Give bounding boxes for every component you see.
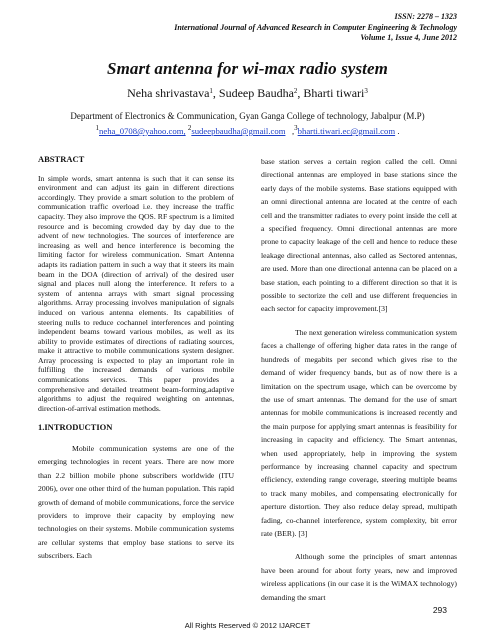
body-paragraph: Although some the principles of smart antennas have been around for about forty years, new and improved wireless applications (in our case it is the WiMAX technology) demanding the smart [261, 552, 457, 602]
author-name: Bharti tiwari [303, 86, 365, 100]
author-list: Neha shrivastava$^1$, Sudeep Baudha$^2$, Bharti tiwari$^3$ [127, 86, 368, 100]
author-sup: 3 [364, 87, 368, 95]
copyright-footer: All Rights Reserved © 2012 IJARCET [184, 621, 311, 630]
email-sup: 1 [95, 124, 99, 132]
author-sup: 1 [209, 87, 213, 95]
abstract-heading: ABSTRACT [38, 154, 85, 164]
author-name: Sudeep Baudha [218, 86, 294, 100]
body-paragraph: The next generation wireless communication system faces a challenge of offering higher data rates in the range of hundreds of megabits per second which gives rise to the demand of wider frequency bands, but as of now there is a limitation on the spectrum usage, which can be overcome by the use of smart antennas. The demand for the use of smart antennas for mobile communications is increased recently and the main purpose for applying smart antennas is feasibility for increasing in capacity and efficiency. The Smart antennas, when used appropriately, help in improving the system performance by increasing channel capacity and spectrum efficiency, extending range coverage, steering multiple beams to track many mobiles, and compensating electronically for aperture distortion. They also reduce delay spread, multipath fading, co-channel interference, system complexity, bit error rate (BER). [3] [261, 327, 457, 538]
affiliation: Department of Electronics & Communication, Gyan Ganga College of technology, Jabalpur (M.P) [70, 111, 425, 121]
body-paragraph: base station serves a certain region called the cell. Omni directional antennas are employed in base stations since the early days of the mobile systems. Base stations equipped with an omni directional antenna are located at the centre of each cell and the transmitter radiates to every point inside the cell at a specified frequency. Omni directional antennas are more prone to capacity leakage of the cell and hence to reduce these leakage directional antennas, also called as Sectored antennas, are used. More than one directional antenna can be placed on a base station, each pointing to a different direction so that it is possible to sectorize the cell and use different frequencies in each sector for capacity improvement.[3] [261, 157, 457, 314]
intro-heading: 1.INTRODUCTION [38, 422, 113, 433]
email-list: $^1$neha_0708@yahoo.com, $^2$sudeepbaudha@gmail.com ,$^3$bharti.tiwari.ec@gmail.com . [95, 124, 400, 136]
journal-header [37, 12, 457, 44]
paper-title: Smart antenna for wi-max radio system [107, 59, 388, 78]
right-column [261, 155, 457, 614]
email-end: . [397, 126, 400, 136]
email-sup: 3 [294, 124, 298, 132]
author-sup: 2 [293, 87, 298, 95]
email-link[interactable]: sudeepbaudha@gmail.com [191, 126, 286, 136]
author-name: Neha shrivastava [127, 86, 210, 100]
page-number: 293 [432, 605, 447, 615]
abstract-text: In simple words, smart antenna is such that it can sense its environment and can adjust its gain in different directions accordingly. They provide a smart solution to the problem of communication traffic overload i.e. they increase the traffic capacity. They also improve the QOS. RF spectrum is a limited resource and is becoming crowded day by day due to the advent of new technologies. The sources of interference are increasing as well and hence interference is becoming the limiting factor for wireless communication. Smart Antenna adapts its radiation pattern in such a way that it steers its main beam in the DOA (direction of arrival) of the desired user signal and places null along the interference. It refers to a system of antenna arrays with smart signal processing algorithms. Array processing involves manipulation of signals induced on various antenna elements. Its capabilities of steering nulls to reduce cochannel interferences and pointing independent beams toward various mobiles, as well as its ability to provide estimates of directions of radiating sources, make it attractive to mobile communications system designer. Array processing is expected to play an important role in fulfilling the increased demands of various mobile communications services. This paper provides a comprehensive and detailed treatment beam-forming,adaptive algorithms to adjust the required weighting on antennas, direction-of-arrival estimation methods. [38, 173, 234, 413]
left-column [38, 155, 234, 573]
journal-name: International Journal of Advanced Research in Computer Engineering & Technology [174, 22, 457, 32]
intro-text: Mobile communication systems are one of the emerging technologies in recent years. There are now more than 2.2 billion mobile phone subscribers worldwide (ITU 2006), over one other third of the human population. This rapid growth of demand of mobile communications, force the service providers to improve their capacity by employing new technologies on their systems. Mobile communication systems are cellular systems that employ base stations to serve its subscribers. Each [38, 444, 234, 561]
email-sup: 2 [187, 124, 192, 132]
issn: ISSN: 2278 – 1323 [394, 12, 457, 21]
volume-info: Volume 1, Issue 4, June 2012 [360, 33, 457, 42]
email-link[interactable]: bharti.tiwari.ec@gmail.com [297, 126, 396, 136]
email-link[interactable]: neha_0708@yahoo.com, [99, 126, 186, 136]
